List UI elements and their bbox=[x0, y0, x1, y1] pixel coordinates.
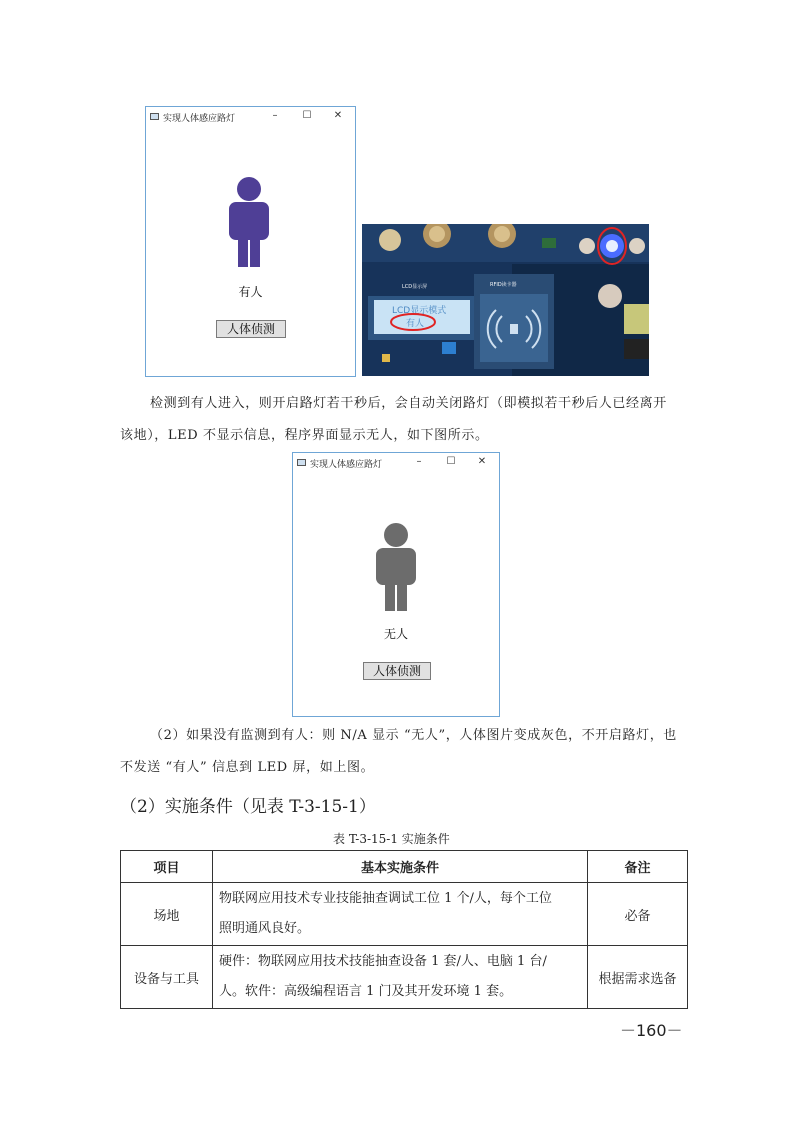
window-title: 实现人体感应路灯 bbox=[310, 460, 383, 470]
maximize-button[interactable]: ☐ bbox=[302, 110, 312, 121]
app-icon bbox=[150, 113, 159, 120]
maximize-button[interactable]: ☐ bbox=[446, 456, 456, 467]
table-cell-conditions bbox=[213, 946, 588, 1009]
lcd-text-line1: LCD显示模式 bbox=[392, 306, 447, 316]
table-header-conditions: 基本实施条件 bbox=[213, 851, 588, 883]
table-cell-line: 照明通风良好。 bbox=[219, 921, 311, 936]
table-cell-item: 设备与工具 bbox=[121, 946, 213, 1009]
detect-button[interactable]: 人体侦测 bbox=[216, 320, 286, 338]
paragraph-detect-description-line2: 该地），LED 不显示信息，程序界面显示无人，如下图所示。 bbox=[120, 428, 489, 443]
table-header-item: 项目 bbox=[121, 851, 213, 883]
paragraph-detect-description-line1: 检测到有人进入，则开启路灯若干秒后，会自动关闭路灯（即模拟若干秒后人已经离开 bbox=[150, 396, 667, 411]
detection-status: 无人 bbox=[383, 627, 408, 641]
conditions-table bbox=[120, 850, 688, 1009]
lcd-text-line2: 有人 bbox=[406, 319, 425, 329]
app-window-nobody bbox=[292, 452, 500, 717]
board-label-lcd: LCD显示屏 bbox=[402, 284, 428, 290]
window-title-bar bbox=[146, 107, 355, 127]
window-title: 实现人体感应路灯 bbox=[163, 114, 236, 124]
table-cell-conditions bbox=[213, 883, 588, 946]
paragraph-nobody-description-line2: 不发送 “有人” 信息到 LED 屏，如上图。 bbox=[120, 760, 375, 775]
paragraph-nobody-description-line1: （2）如果没有监测到有人：则 N/A 显示 “无人”，人体图片变成灰色，不开启路灯，也 bbox=[150, 728, 677, 743]
table-cell-line: 物联网应用技术专业技能抽查调试工位 1 个/人，每个工位 bbox=[219, 891, 552, 906]
section-heading: （2）实施条件（见表 T-3-15-1） bbox=[120, 797, 376, 817]
table-cell-item: 场地 bbox=[121, 883, 213, 946]
app-icon bbox=[297, 459, 306, 466]
table-row bbox=[121, 946, 688, 1009]
page-number: －160－ bbox=[620, 1021, 683, 1040]
person-icon bbox=[225, 177, 273, 269]
minimize-button[interactable]: – bbox=[272, 110, 278, 121]
table-caption: 表 T-3-15-1 实施条件 bbox=[333, 832, 450, 846]
table-cell-note: 根据需求选备 bbox=[588, 946, 688, 1009]
close-button[interactable]: ✕ bbox=[477, 456, 487, 467]
board-label-rfid: RFID读卡器 bbox=[490, 282, 517, 288]
window-title-bar bbox=[293, 453, 499, 473]
minimize-button[interactable]: – bbox=[416, 456, 422, 467]
table-cell-note: 必备 bbox=[588, 883, 688, 946]
table-cell-line: 硬件：物联网应用技术技能抽查设备 1 套/人、电脑 1 台/ bbox=[219, 954, 547, 969]
hardware-board-photo bbox=[362, 224, 649, 376]
table-header-row bbox=[121, 851, 688, 883]
detection-status: 有人 bbox=[238, 285, 263, 299]
table-row bbox=[121, 883, 688, 946]
close-button[interactable]: ✕ bbox=[333, 110, 343, 121]
table-header-note: 备注 bbox=[588, 851, 688, 883]
app-window-detected bbox=[145, 106, 356, 377]
detect-button[interactable]: 人体侦测 bbox=[363, 662, 431, 680]
table-cell-line: 人。软件：高级编程语言 1 门及其开发环境 1 套。 bbox=[219, 984, 513, 999]
person-icon-grey bbox=[373, 523, 419, 613]
